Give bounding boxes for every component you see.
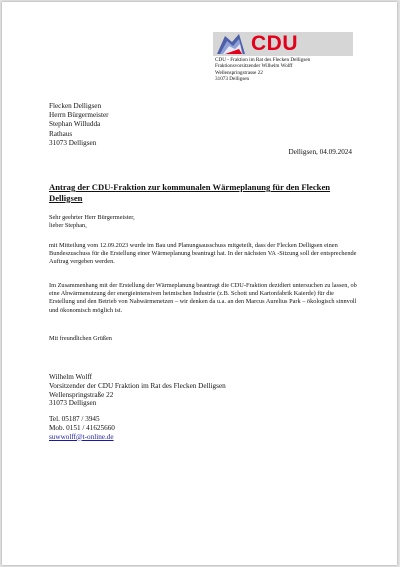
- signature-line: Wellenspringstraße 22: [49, 390, 114, 399]
- salutation-line: lieber Stephan,: [49, 222, 87, 230]
- recipient-address: [49, 102, 109, 148]
- subject-line: Antrag der CDU-Fraktion zur kommunalen Wärmeplanung für den Flecken Delligsen: [49, 182, 331, 203]
- recipient-line: Stephan Willudda: [49, 120, 101, 129]
- recipient-line: Rathaus: [49, 129, 73, 138]
- signature-block: [49, 373, 226, 408]
- sender-line: CDU - Fraktion im Rat des Flecken Delligsen: [215, 57, 311, 63]
- cdu-logo: [213, 32, 353, 56]
- phone-number: Tel. 05187 / 3945: [49, 415, 100, 423]
- letter-date: Delligsen, 04.09.2024: [288, 148, 352, 156]
- mobile-number: Mob. 0151 / 41625660: [49, 423, 115, 432]
- body-paragraph: Im Zusammenhang mit der Erstellung der Wärmeplanung beantragt die CDU-Fraktion dezidiert untersuchen zu lassen, ob eine Abwärmenutzung der energieintensiven heimischen Industrie (z.B. Schott und Kartonfabrik Kaierde) für die Erstellung und den Betrieb von Nahwärmenetzen – wir denken da u.a. an den Marcus Aurelius Park – ökologisch sinnvoll und ökonomisch möglich ist.: [49, 282, 357, 314]
- sender-line: Wellenspringstrasse 22: [215, 69, 263, 76]
- flag-icon: [215, 33, 247, 55]
- sender-line: 31073 Delligsen: [215, 76, 250, 83]
- signature-line: Vorsitzender der CDU Fraktion im Rat des Flecken Delligsen: [49, 381, 226, 390]
- letter-page: [2, 2, 397, 565]
- sender-line: Fraktionsvorsitzender Wilhelm Wolff: [215, 63, 293, 70]
- signature-line: Wilhelm Wolff: [49, 373, 92, 381]
- recipient-line: 31073 Delligsen: [49, 138, 97, 147]
- closing: Mit freundlichen Grüßen: [49, 335, 112, 342]
- salutation-line: Sehr geehrter Herr Bürgermeister,: [49, 214, 135, 221]
- body-paragraph: mit Mitteilung vom 12.09.2023 wurde im Bau und Planungsausschuss mitgeteilt, dass der Flecken Delligsen einen Bundeszuschuss für die Erstellung einer Wärmeplanung beantragt hat. In der nächsten VA -Sitzung soll der entsprechende Auftrag vergeben werden.: [49, 242, 357, 266]
- logo-text: CDU: [251, 32, 298, 55]
- contact-block: [49, 415, 115, 441]
- recipient-line: Flecken Delligsen: [49, 102, 102, 110]
- recipient-line: Herrn Bürgermeister: [49, 111, 109, 120]
- email-link[interactable]: suwwolff@t-online.de: [49, 432, 114, 441]
- sender-address: [215, 57, 395, 83]
- salutation: [49, 214, 359, 230]
- signature-line: 31073 Delligsen: [49, 399, 97, 408]
